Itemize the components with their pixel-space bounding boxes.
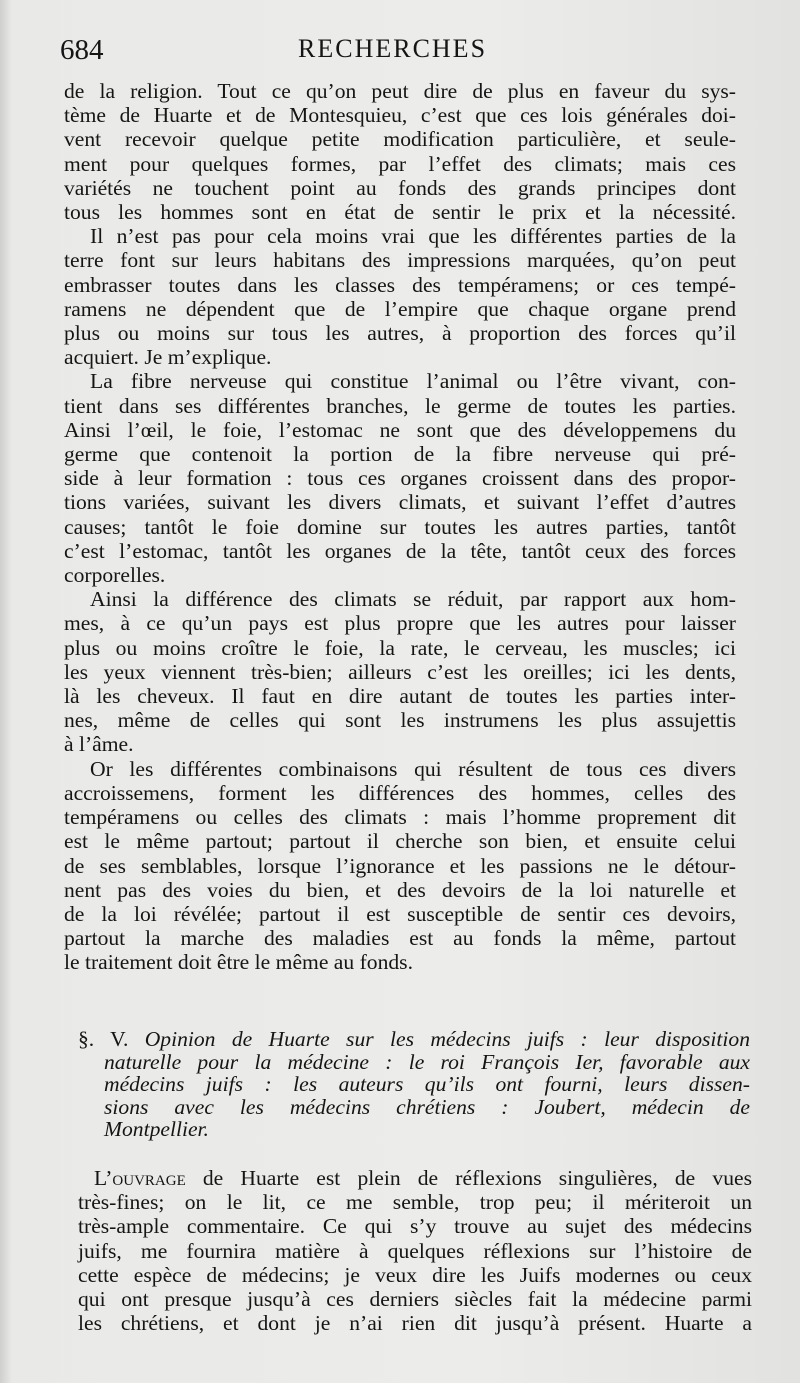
text-line: Or les différentes combinaisons qui résultent de tous ces divers <box>90 756 736 781</box>
text-line <box>78 1166 752 1190</box>
text-line: juifs, me fournira matière à quelques réflexions sur l’histoire de <box>78 1238 752 1263</box>
section-title-line: médecins juifs : les auteurs qu’ils ont fourni, leurs dissen- <box>104 1072 750 1097</box>
section-title-line: Montpellier. <box>104 1117 209 1142</box>
paragraph <box>78 1166 752 1335</box>
text-line: là les cheveux. Il faut en dire autant de toutes les parties inter- <box>64 684 736 709</box>
text-line: les yeux viennent très-bien; ailleurs c’est les oreilles; ici les dents, <box>64 659 736 684</box>
text-fragment: de Huarte est plein de réflexions singulières, de vues <box>185 1166 752 1190</box>
text-line: accroissemens, forment les différences des hommes, celles des <box>64 780 736 805</box>
text-line: acquiert. Je m’explique. <box>64 345 272 370</box>
paragraph <box>64 369 736 587</box>
section-heading <box>78 1028 750 1141</box>
text-line: de ses semblables, lorsque l’ignorance et les passions ne le détour- <box>64 853 736 878</box>
section-title-line: sions avec les médecins chrétiens : Joubert, médecin de <box>104 1094 750 1119</box>
text-line: très-fines; on le lit, ce me semble, trop peu; il mériteroit un <box>78 1190 752 1215</box>
text-line: Ainsi la différence des climats se réduit, par rapport aux hom- <box>90 587 736 612</box>
text-line: le traitement doit être le même au fonds. <box>64 950 413 975</box>
text-line: de la loi révélée; partout il est susceptible de sentir ces devoirs, <box>64 901 736 926</box>
text-line: Il n’est pas pour cela moins vrai que les différentes parties de la <box>90 224 736 249</box>
paragraph <box>64 224 736 369</box>
text-line: tempéramens ou celles des climats : mais l’homme proprement dit <box>64 805 736 830</box>
text-line: très-ample commentaire. Ce qui s’y trouve au sujet des médecins <box>78 1214 752 1239</box>
page-number: 684 <box>60 34 104 66</box>
text-line: side à leur formation : tous ces organes croissent dans des propor- <box>64 466 736 491</box>
paragraph <box>64 79 736 224</box>
main-text <box>64 79 736 975</box>
text-line: tème de Huarte et de Montesquieu, c’est que ces lois générales doi- <box>64 103 736 128</box>
text-line: tions variées, suivant les divers climats, et suivant l’effet d’autres <box>64 490 736 515</box>
section-mark: §. V. <box>78 1027 129 1051</box>
text-line: mes, à ce qu’un pays est plus propre que les autres pour laisser <box>64 611 736 636</box>
text-line: embrasser toutes dans les classes des tempéramens; or ces tempé- <box>64 272 736 297</box>
text-line: c’est l’estomac, tantôt les organes de la tête, tantôt ceux des forces <box>64 538 736 563</box>
text-line: cette espèce de médecins; je veux dire les Juifs modernes ou ceux <box>78 1262 752 1287</box>
running-head: RECHERCHES <box>298 34 488 63</box>
paragraph <box>64 757 736 975</box>
lead-word: L’ouvrage <box>94 1166 186 1190</box>
text-line: variétés ne touchent point au fonds des grands principes dont <box>64 175 736 200</box>
text-line: est le même partout; partout il cherche son bien, et ensuite celui <box>64 829 736 854</box>
text-line: causes; tantôt le foie domine sur toutes les autres parties, tantôt <box>64 514 736 539</box>
text-line: plus ou moins sur tous les autres, à proportion des forces qu’il <box>64 321 736 346</box>
text-line: plus ou moins croître le foie, la rate, le cerveau, les muscles; ici <box>64 635 736 660</box>
section-title-line: Opinion de Huarte sur les médecins juifs : leur disposition <box>144 1027 750 1051</box>
text-line: nes, même de celles qui sont les instrumens les plus assujettis <box>64 708 736 733</box>
text-line: de la religion. Tout ce qu’on peut dire de plus en faveur du sys- <box>64 79 736 103</box>
text-line: vent recevoir quelque petite modification particulière, et seule- <box>64 127 736 152</box>
text-line: les chrétiens, et dont je n’ai rien dit jusqu’à présent. Huarte a <box>78 1311 752 1336</box>
text-line: nent pas des voies du bien, et des devoirs de la loi naturelle et <box>64 877 736 902</box>
page-header <box>60 34 770 74</box>
text-line: à l’âme. <box>64 732 134 757</box>
paragraph <box>64 587 736 756</box>
text-line: La fibre nerveuse qui constitue l’animal ou l’être vivant, con- <box>90 369 736 394</box>
text-line: ramens ne dépendent que de l’empire que chaque organe prend <box>64 296 736 321</box>
text-line: tous les hommes sont en état de sentir le prix et la nécessité. <box>64 200 736 225</box>
text-line: ment pour quelques formes, par l’effet des climats; mais ces <box>64 151 736 176</box>
text-line: Ainsi l’œil, le foie, l’estomac ne sont que des développemens du <box>64 417 736 442</box>
text-line: germe que contenoit la portion de la fibre nerveuse qui pré- <box>64 442 736 467</box>
text-line: corporelles. <box>64 563 166 588</box>
text-line: partout la marche des maladies est au fonds la même, partout <box>64 926 736 951</box>
text-line: tient dans ses différentes branches, le germe de toutes les parties. <box>64 393 736 418</box>
text-line: qui ont presque jusqu’à ces derniers siècles fait la médecine parmi <box>78 1287 752 1312</box>
section-title-line: naturelle pour la médecine : le roi François Ier, favorable aux <box>104 1049 750 1074</box>
text-line: terre font sur leurs habitans des impressions marquées, qu’on peut <box>64 248 736 273</box>
